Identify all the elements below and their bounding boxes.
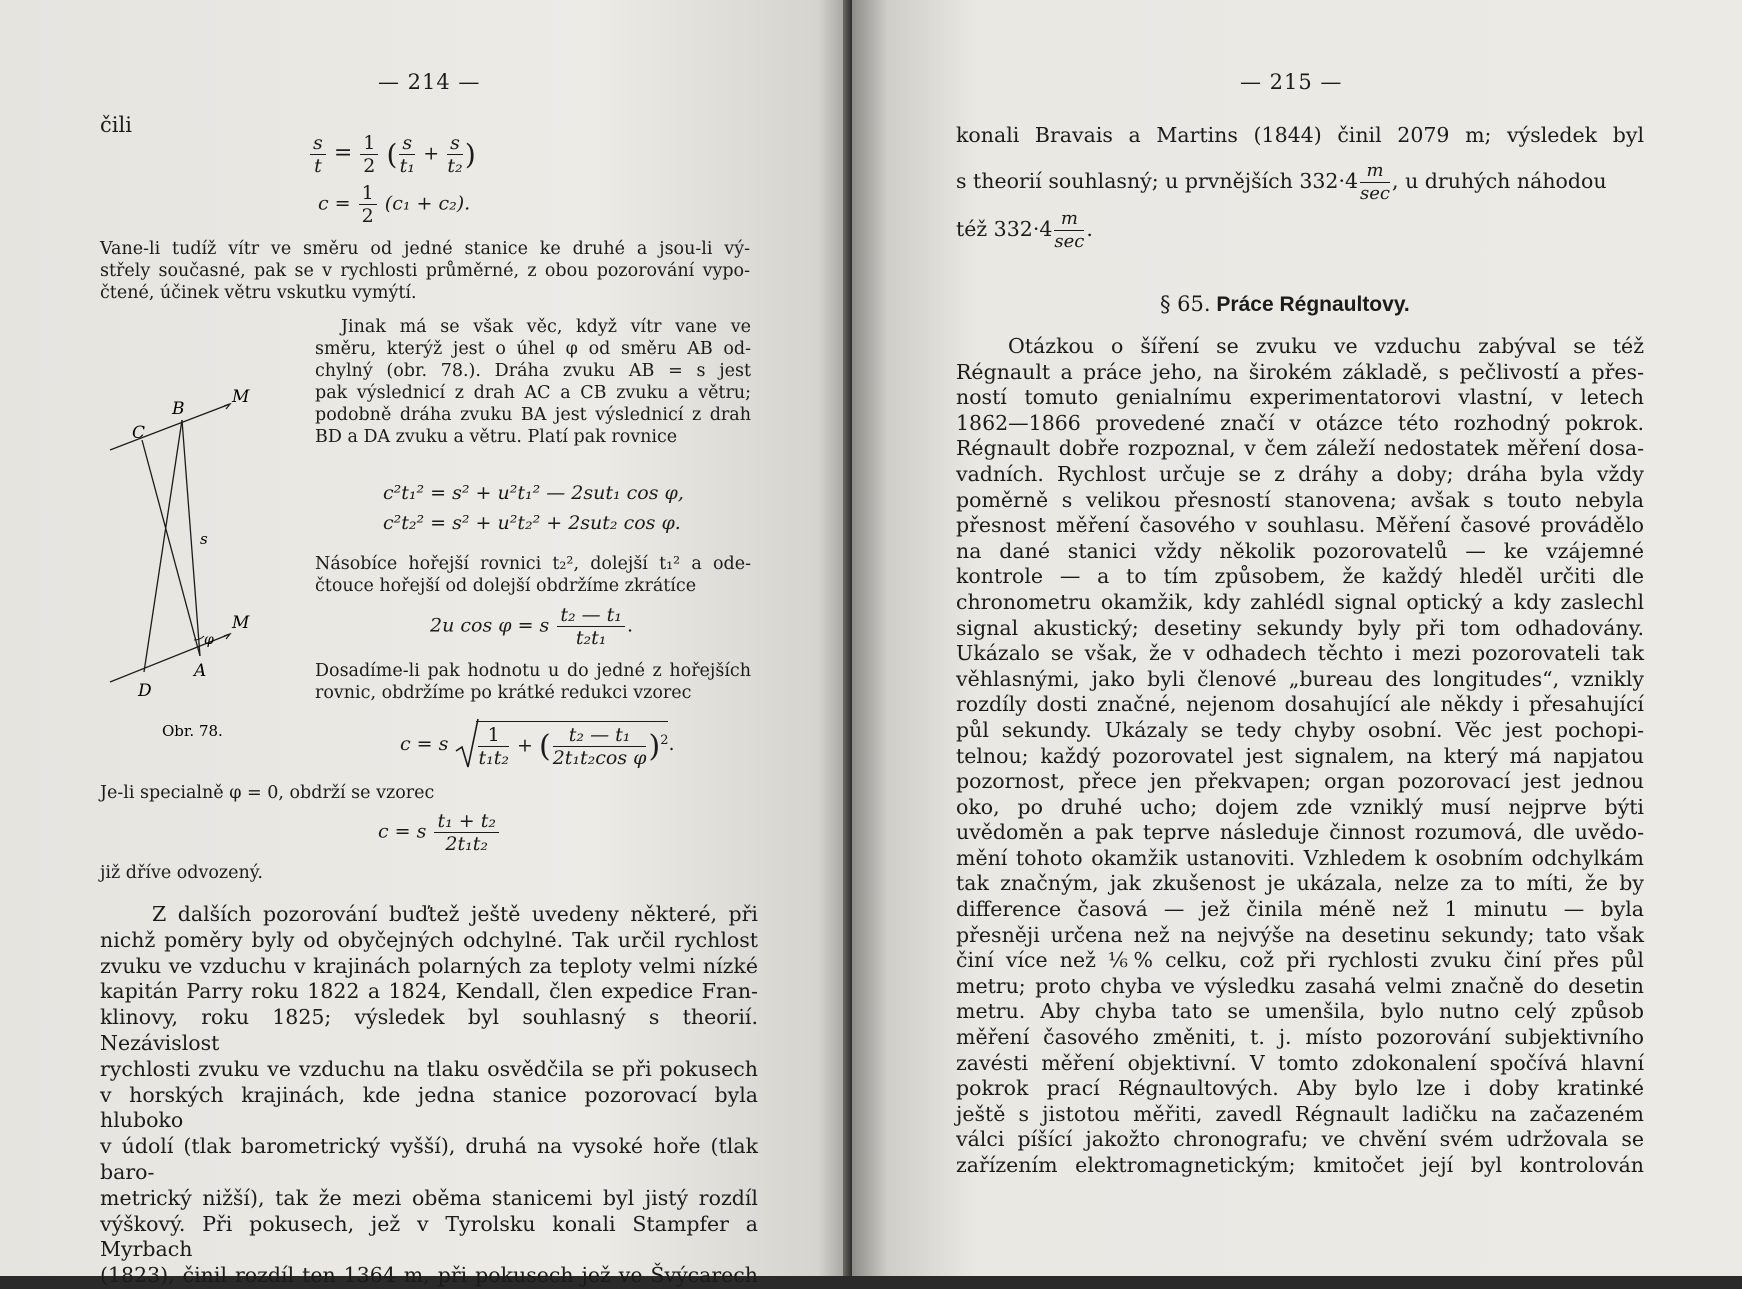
- label-phi: φ: [204, 632, 214, 648]
- equation-2: c = $\frac{1}{2}$ (c₁ + c₂).: [318, 182, 471, 227]
- label-A: A: [194, 661, 207, 681]
- label-C: C: [132, 423, 146, 443]
- equation-7: c = s $\frac{\text{t₁ + t₂}}{\text{2t₁t₂}}$: [378, 810, 501, 855]
- figure-78: [96, 378, 296, 740]
- equation-3: c²t₁² = s² + u²t₁² — 2sut₁ cos φ,: [383, 482, 684, 504]
- label-M-top: M: [232, 387, 250, 407]
- equation-6: c = s $\frac{1}{\text{t₁t₂}}$ + ( $\frac{\text{t₂ — t₁}}{\text{2t₁t₂cos φ}}$ )$^2$.: [400, 717, 675, 773]
- line-BD: [144, 420, 182, 672]
- equation-1: $\frac{s}{t}$ = $\frac{1}{2}$ ( $\frac{s}{\text{t₁}}$ + $\frac{s}{\text{t₂}}$ ): [308, 132, 476, 177]
- paragraph-wind-same-direction: Vane-li tudíž vítr ve směru od jedné stanice ke druhé a jsou-li vý- střely současné, pak se v rychlosti průměrné, z obou pozorování vypo- čtené, účinek větru vskutku vymýtí.: [100, 239, 750, 303]
- paragraph-special-case: Je-li specialně φ = 0, obdrží se vzorec: [100, 783, 435, 803]
- line-also-332: též 332·4 $\frac{m}{\sec}$ .: [956, 208, 1093, 252]
- label-M-mid: M: [232, 613, 250, 633]
- figure-caption: Obr. 78.: [162, 722, 223, 740]
- paragraph-substitute: Dosadíme-li pak hodnotu u do jedné z hořejších rovnic, obdržíme po krátké redukci vzorec: [315, 661, 751, 703]
- label-s: s: [200, 530, 208, 548]
- equation-5: 2u cos φ = s $\frac{\text{t₂ — t₁}}{\text{t₂t₁}}$ .: [430, 604, 633, 649]
- paragraph-multiply: Násobíce hořejší rovnici t₂², dolejší t₁² a ode- čtouce hořejší od dolejší obdržíme zkrátíce: [315, 554, 751, 596]
- left-page: [0, 0, 852, 1288]
- paragraph-regnault: Otázkou o šíření se zvuku ve vzduchu zabýval se též Régnault a práce jeho, na širokém základě, s pečlivostí a přes- ností tomuto genialnímu experimentatorovi vlastní, v letech 1862—1866 provedené značí v otázce této rozhodný pokrok. Régnault dobře rozpoznal, v čem záleží nedostatek měření dosa- vadních. Rychlost určuje se z dráhy a doby; dráha byla vždy poměrně s velikou přesností stanovena; avšak s touto nebyla přesnost měření časového v souhlasu. Měření časové provádělo na dané stanici vždy několik pozorovatelů — ke vzájemné kontrole — a to tím způsobem, že každý hleděl určiti dle chronometru okamžik, kdy zahlédl signal optický a kdy zaslechl signal akustický; desetiny sekundy byly při tom odhadovány. Ukázalo se však, že v odhadech těchto i mezi pozorovateli tak věhlasnými, jako byli členové „bureau des longitudes“, vznikly rozdíly dosti značné, nejenom dosahující ale někdy i přesahující půl sekundy. Ukázaly se tedy chyby osobní. Věc jest pochopi- telnou; každý pozorovatel jest signalem, na který má napjatou pozornost, přece jen překvapen; organ pozorovací jest jednou oko, po druhé ucho; dojem zde vzniklý musí nejprve býti uvědoměn a pak teprve následuje činnost rozumová, dle uvědo- mění tohoto okamžik ustanoviti. Vzhledem k osobním odchylkám tak značným, jak zkušenost je ukázala, nelze za to míti, že by difference časová — jež činila méně než 1 minutu — byla přesněji určena než na nejvýše na desetinu sekundy; tato však činí více než ⅙% celku, což při rychlosti zvuku činí přes půl metru; proto chyba ve výsledku zasahá velmi značně do desetin metru. Aby chyba tato se umenšila, bylo nutno celý způsob měření časového změniti, t. j. místo pozorování subjektivního zavésti měření objektivní. V tomto zdokonalení spočívá hlavní pokrok prací Régnaultových. Aby bylo lze i doby kratinké ještě s jistotou měřiti, zavedl Régnault ladičku na začazeném válci píšící jakožto chronografu; ve chvění svém udržovala se zařízením elektromagnetickým; kmitočet její byl kontrolován: [956, 334, 1644, 1177]
- line-CB: [110, 404, 230, 450]
- paragraph-further-observations: Z dalších pozorování buďtež ještě uvedeny některé, při nichž poměry byly od obyčejných odchylné. Tak určil rychlost zvuku ve vzduchu v krajinách polarných za teploty velmi nízké kapitán Parry roku 1822 a 1824, Kendall, člen expedice Fran- klinovy, roku 1825; výsledek byl souhlasný s theorií. Nezávislost rychlosti zvuku ve vzduchu na tlaku osvědčila se při pokusech v horských krajinách, kde jedna stanice pozorovací byla hluboko v údolí (tlak barometrický vyšší), druhá na vysoké hoře (tlak baro- metrický nižší), tak že mezi oběma stanicemi byl jistý rozdíl výškový. Při pokusech, jež v Tyrolsku konali Stampfer a Myrbach (1823), činil rozdíl ten 1364 m, při pokusech jež ve Švýcarech: [100, 902, 758, 1288]
- label-B: B: [172, 399, 185, 419]
- paragraph-derived: již dříve odvozený.: [100, 863, 263, 883]
- label-D: D: [138, 681, 152, 701]
- paragraph-wind-angle: Jinak má se však věc, když vítr vane ve směru, kterýž jest o úhel φ od směru AB od- chylný (obr. 78.). Dráha zvuku AB = s jest pak výslednicí z drah AC a CB zvuku a větru; podobně dráha zvuku BA jest výslednicí z drah BD a DA zvuku a větru. Platí pak rovnice: [315, 317, 751, 447]
- line-bravais-martins: konali Bravais a Martins (1844) činil 2079 m; výsledek byl: [956, 123, 1644, 147]
- right-page: [852, 0, 1742, 1276]
- line-theory-agreement: s theorií souhlasný; u prvnějších 332·4 $\frac{m}{\sec}$ , u druhých náhodou: [956, 160, 1607, 204]
- word-cili: čili: [100, 113, 132, 137]
- section-heading: § 65. Práce Régnaultovy.: [1160, 292, 1410, 316]
- equation-4: c²t₂² = s² + u²t₂² + 2sut₂ cos φ.: [383, 512, 681, 534]
- page-number-right: — 215 —: [1240, 70, 1343, 94]
- page-number-left: — 214 —: [378, 70, 481, 94]
